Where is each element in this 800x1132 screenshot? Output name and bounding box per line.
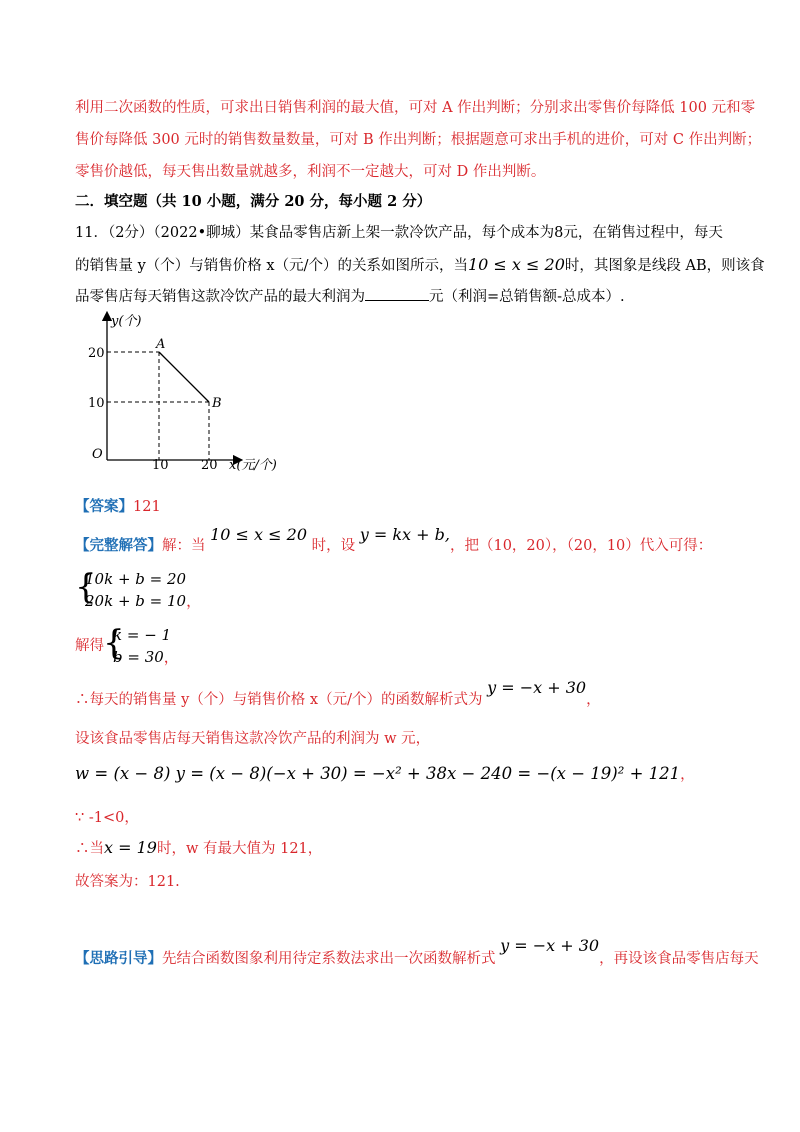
solve-label: 解得 bbox=[75, 638, 104, 654]
system-1-brace: { bbox=[75, 567, 97, 607]
question-line-1: 11．（2分）（2022•聊城）某食品零售店新上架一款冷饮产品，每个成本为8元，在销售过程中，每天 bbox=[75, 225, 723, 241]
intro-line-2: 售价每降低 300 元时的销售数量数量，可对 B 作出判断；根据题意可求出手机的进价，可对 C 作出判断； bbox=[75, 132, 762, 148]
answer-value: 121 bbox=[133, 499, 161, 515]
intro-line-1: 利用二次函数的性质，可求出日销售利润的最大值，可对 A 作出判断；分别求出零售价每降低 100 元和零 bbox=[75, 100, 756, 116]
system-1-row-1: 10k + b = 20 bbox=[85, 570, 187, 588]
function-line-text-b: ， bbox=[586, 692, 601, 708]
x-axis-label: x(元/个) bbox=[229, 458, 277, 473]
therefore-text-b: 时，w 有最大值为 121， bbox=[156, 841, 323, 857]
x-tick-10: 10 bbox=[152, 458, 169, 473]
answer-label: 【答案】 bbox=[75, 498, 133, 515]
w-expression-tail: ， bbox=[680, 767, 695, 783]
hint-text-a: 先结合函数图象利用待定系数法求出一次函数解析式 bbox=[162, 951, 496, 967]
y-tick-20: 20 bbox=[88, 346, 105, 361]
therefore-line bbox=[75, 838, 322, 859]
solution-line-1-text-b: 时，设 bbox=[311, 538, 356, 554]
system-2-row-2-eq: b = 30 bbox=[113, 648, 164, 666]
system-2-tail: ， bbox=[163, 648, 179, 666]
point-b-label: B bbox=[212, 396, 222, 411]
function-line-text-a: ∴每天的销售量 y（个）与销售价格 x（元/个）的函数解析式为 bbox=[75, 692, 483, 708]
section-heading: 二．填空题（共 10 小题，满分 20 分，每小题 2 分） bbox=[75, 193, 432, 210]
equation-system-2 bbox=[103, 624, 183, 668]
solution-line-1-text-c: ，把（10，20），（20，10）代入可得： bbox=[449, 538, 713, 554]
final-answer-line: 故答案为：121. bbox=[75, 874, 180, 890]
solution-linear-form-math: y = kx + b, bbox=[359, 525, 450, 544]
question-line-3 bbox=[75, 286, 625, 307]
equation-system-1 bbox=[75, 568, 215, 612]
point-a-label: A bbox=[156, 337, 166, 352]
y-tick-10: 10 bbox=[88, 396, 105, 411]
system-1-row-2 bbox=[85, 590, 201, 611]
answer-blank bbox=[365, 286, 429, 301]
solution-line-1 bbox=[75, 525, 713, 556]
question-line-3-text-b: 元（利润=总销售额-总成本）. bbox=[429, 289, 625, 305]
function-graph bbox=[88, 310, 318, 475]
question-line-2 bbox=[75, 255, 765, 276]
question-line-2-text-a: 的销售量 y（个）与销售价格 x（元/个）的关系如图所示，当 bbox=[75, 258, 468, 274]
hint-label: 【思路引导】 bbox=[75, 950, 162, 967]
system-1-tail: ， bbox=[186, 592, 202, 610]
question-condition-math: 10 ≤ x ≤ 20 bbox=[467, 255, 565, 274]
solution-label: 【完整解答】 bbox=[75, 537, 162, 554]
origin-label: O bbox=[92, 447, 103, 462]
hint-math: y = −x + 30 bbox=[500, 936, 600, 955]
therefore-math: x = 19 bbox=[104, 838, 157, 857]
segment-ab bbox=[159, 352, 209, 402]
question-line-3-text-a: 品零售店每天销售这款冷饮产品的最大利润为 bbox=[75, 289, 365, 305]
therefore-text-a: ∴当 bbox=[75, 841, 104, 857]
system-2-row-2 bbox=[113, 646, 179, 667]
system-1-row-2-eq: 20k + b = 10 bbox=[85, 592, 187, 610]
function-expression-math: y = −x + 30 bbox=[487, 678, 587, 697]
function-line bbox=[75, 678, 601, 710]
w-expression-math: w = (x − 8) y = (x − 8)(−x + 30) = −x² + 38x − 240 = −(x − 19)² + 121 bbox=[75, 764, 681, 783]
x-tick-20: 20 bbox=[201, 458, 218, 473]
profit-line: 设该食品零售店每天销售这款冷饮产品的利润为 w 元， bbox=[75, 731, 431, 747]
w-expression-line bbox=[75, 764, 695, 785]
answer-line bbox=[75, 497, 161, 517]
because-line: ∵ -1<0， bbox=[75, 810, 139, 826]
system-2-brace: { bbox=[103, 623, 125, 663]
y-axis-label: y(个) bbox=[111, 314, 142, 329]
hint-text-b: ，再设该食品零售店每天 bbox=[599, 951, 759, 967]
question-line-2-text-b: 时，其图象是线段 AB，则该食 bbox=[564, 258, 765, 274]
hint-line bbox=[75, 936, 759, 969]
system-2-row-1: k = − 1 bbox=[113, 626, 172, 644]
intro-line-3: 零售价越低，每天售出数量就越多，利润不一定越大，可对 D 作出判断。 bbox=[75, 164, 546, 180]
solution-line-1-text-a: 解：当 bbox=[162, 538, 206, 554]
solution-condition-math: 10 ≤ x ≤ 20 bbox=[210, 525, 308, 544]
